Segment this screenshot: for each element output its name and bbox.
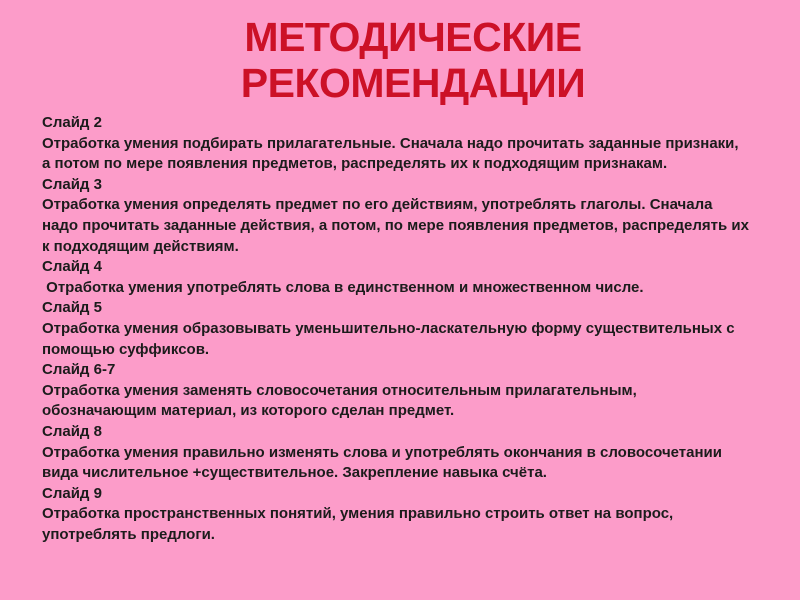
note-slide-5 (42, 298, 750, 360)
note-description: Отработка пространственных понятий, умения правильно строить ответ на вопрос, употреблять предлоги. (42, 505, 678, 543)
note-description: Отработка умения употреблять слова в единственном и множественном числе. (42, 278, 644, 296)
note-slide-9 (42, 484, 750, 546)
note-slide-8 (42, 422, 750, 484)
note-slide-3 (42, 175, 754, 257)
note-description: Отработка умения подбирать прилагательные. Сначала надо прочитать заданные признаки, а потом по мере появления предметов, распределять их к подходящим признакам. (42, 134, 743, 173)
slide-title-line-2: РЕКОМЕНДАЦИИ (240, 60, 586, 106)
note-label: Слайд 8 (42, 422, 102, 440)
note-label: Слайд 9 (42, 484, 102, 502)
slide-body (42, 113, 754, 545)
note-label: Слайд 4 (42, 258, 102, 276)
note-label: Слайд 3 (42, 175, 102, 193)
note-slide-2 (42, 113, 750, 175)
note-description: Отработка умения заменять словосочетания относительным прилагательным, обозначающим материал, из которого сделан предмет. (42, 381, 641, 420)
note-slide-6-7 (42, 360, 750, 422)
slide-title (0, 0, 800, 106)
note-label: Слайд 2 (42, 114, 102, 131)
note-description: Отработка умения определять предмет по его действиям, употреблять глаголы. Сначала надо прочитать заданные действия, а потом, по мере появления предметов, распределять их к подходящим действиям. (42, 196, 754, 255)
slide-title-line-1: МЕТОДИЧЕСКИЕ (244, 14, 582, 60)
note-description: Отработка умения образовывать уменьшительно-ласкательную форму существительных с помощью суффиксов. (42, 319, 739, 358)
note-label: Слайд 5 (42, 299, 102, 317)
note-label: Слайд 6-7 (42, 361, 116, 379)
note-description: Отработка умения правильно изменять слова и употреблять окончания в словосочетании вида числительное +существительное. Закрепление навыка счёта. (42, 443, 727, 482)
note-slide-4 (42, 257, 750, 298)
